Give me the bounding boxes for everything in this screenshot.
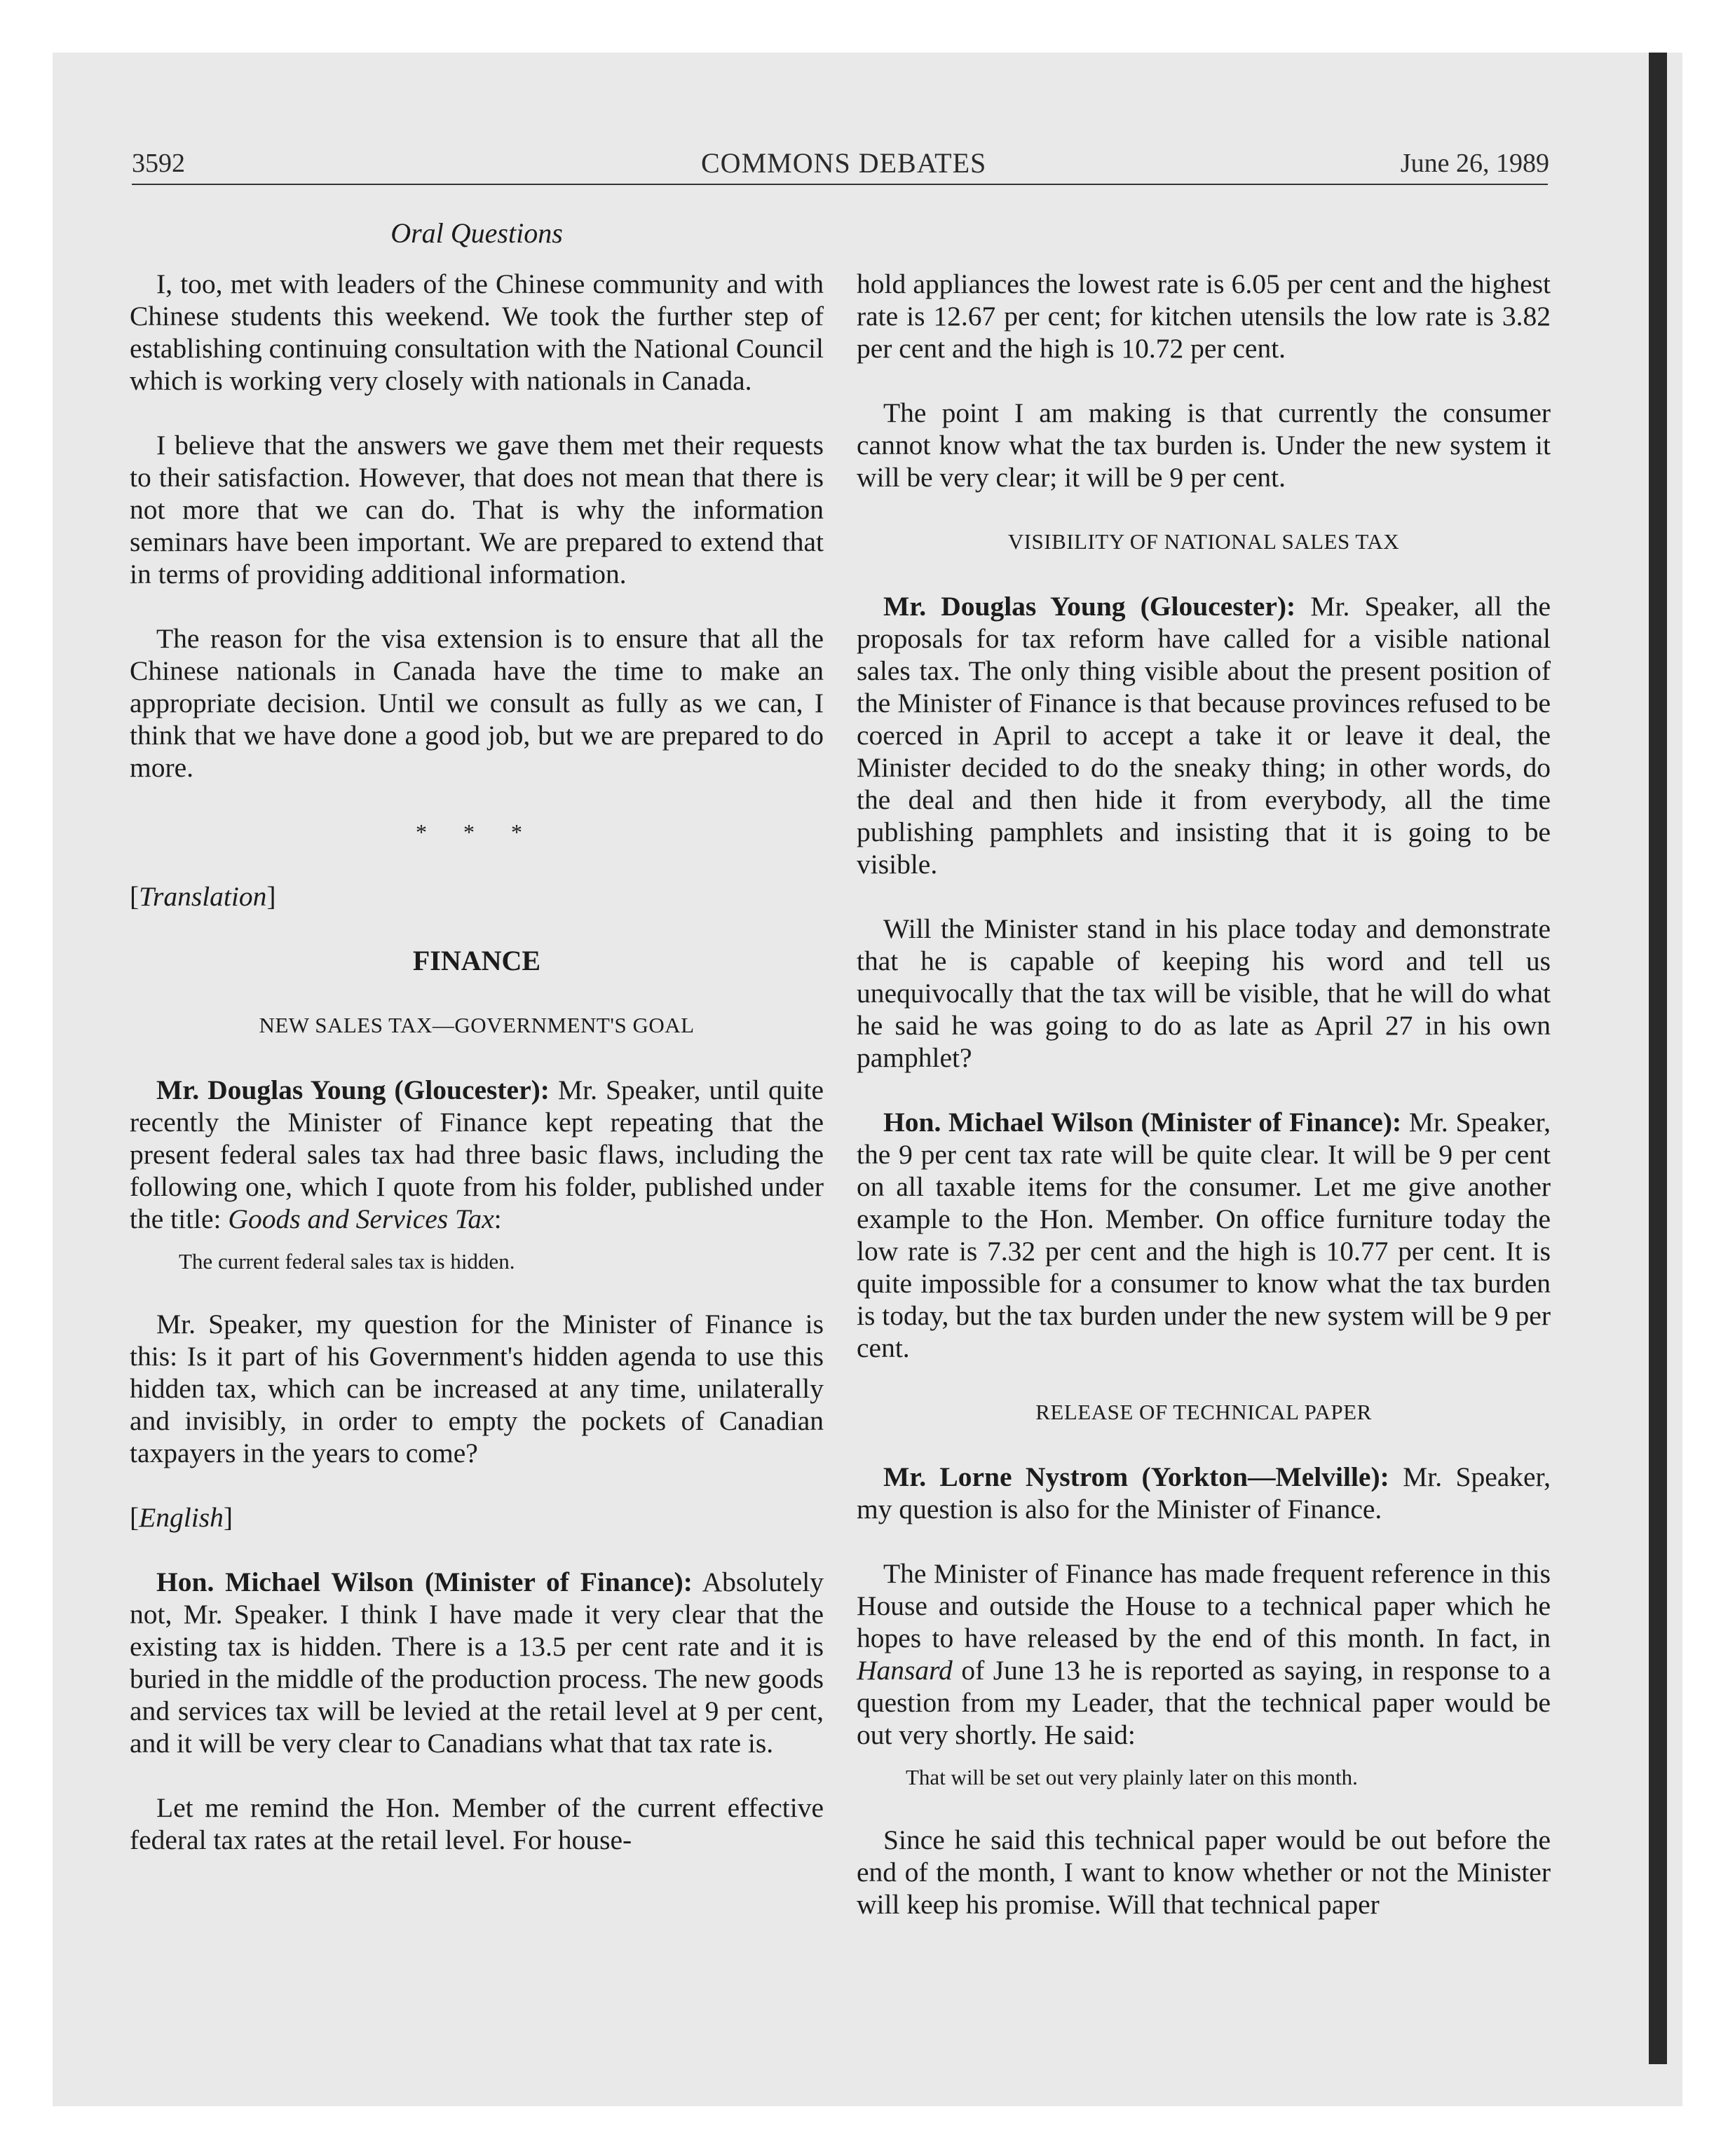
subheading: RELEASE OF TECHNICAL PAPER <box>1035 1400 1372 1424</box>
speech-text: of June 13 he is reported as saying, in response to a question from my Leader, that the technical paper would be out very shortly. He said: <box>857 1655 1551 1750</box>
speech-text: Absolutely not, Mr. Speaker. I think I have made it very clear that the existing tax is hidden. There is a 13.5 per cent rate and it is buried in the middle of the production process. The new goods and services tax will be levied at the retail level at 9 per cent, and it will be very clear to Canadians what that tax rate is. <box>130 1567 824 1759</box>
language-label: Translation <box>139 881 267 912</box>
scan-edge-bar <box>1649 53 1667 2064</box>
paragraph <box>857 1461 1551 1525</box>
running-head: Oral Questions <box>390 217 563 249</box>
publication-reference: Hansard <box>857 1655 953 1686</box>
speech-text: Mr. Speaker, until quite recently the Minister of Finance kept repeating that the present federal sales tax had three basic flaws, including the following one, which I quote from his folder, published under the title: <box>130 1074 824 1234</box>
speaker-name: Hon. Michael Wilson (Minister of Finance): <box>156 1567 693 1597</box>
paragraph: The point I am making is that currently the consumer cannot know what the tax burden is. Under the new system it will be very clear; it will be 9 per cent. <box>857 397 1551 493</box>
page-number: 3592 <box>132 149 185 178</box>
language-marker: [English] <box>130 1502 233 1533</box>
paragraph <box>857 1557 1551 1751</box>
paragraph: Let me remind the Hon. Member of the current effective federal tax rates at the retail level. For house- <box>130 1792 824 1855</box>
subheading: NEW SALES TAX—GOVERNMENT'S GOAL <box>259 1013 695 1037</box>
paragraph: I, too, met with leaders of the Chinese community and with Chinese students this weekend. We took the further step of establishing continuing consultation with the National Council which is working very closely with nationals in Canada. <box>130 268 824 396</box>
paragraph <box>857 590 1551 880</box>
speech-text: : <box>494 1203 502 1234</box>
paragraph: The reason for the visa extension is to ensure that all the Chinese nationals in Canada have the time to make an appropriate decision. Until we consult as fully as we can, I think that we have done a good job, but we are prepared to do more. <box>130 623 824 783</box>
paragraph: hold appliances the lowest rate is 6.05 per cent and the highest rate is 12.67 per cent; for kitchen utensils the low rate is 3.82 per cent and the high is 10.72 per cent. <box>857 268 1551 364</box>
paragraph <box>857 1106 1551 1364</box>
issue-date: June 26, 1989 <box>1400 149 1549 178</box>
speech-text: Mr. Speaker, my question is also for the Minister of Finance. <box>857 1461 1551 1524</box>
subheading: VISIBILITY OF NATIONAL SALES TAX <box>1007 529 1400 554</box>
publication-title: COMMONS DEBATES <box>701 147 987 179</box>
block-quote: That will be set out very plainly later on this month. <box>906 1765 1358 1789</box>
language-marker: [Translation] <box>130 881 276 912</box>
speaker-name: Mr. Lorne Nystrom (Yorkton—Melville): <box>883 1461 1389 1492</box>
paragraph: Will the Minister stand in his place today and demonstrate that he is capable of keeping his word and tell us unequivocally that the tax will be visible, that he will do what he said he was going to do as late as April 27 in his own pamphlet? <box>857 913 1551 1073</box>
section-heading: FINANCE <box>412 945 541 976</box>
paragraph: Since he said this technical paper would be out before the end of the month, I want to know whether or not the Minister will keep his promise. Will that technical paper <box>857 1824 1551 1920</box>
header-rule <box>132 184 1548 185</box>
section-separator: * * * <box>416 819 538 845</box>
speaker-name: Mr. Douglas Young (Gloucester): <box>156 1074 550 1105</box>
paragraph <box>130 1074 824 1235</box>
speech-text: The Minister of Finance has made frequent reference in this House and outside the House to a technical paper which he hopes to have released by the end of this month. In fact, in <box>857 1558 1551 1653</box>
speaker-name: Hon. Michael Wilson (Minister of Finance): <box>883 1107 1402 1138</box>
left-column <box>130 217 824 1888</box>
speech-text: Mr. Speaker, all the proposals for tax reform have called for a visible national sales tax. The only thing visible about the present position of the Minister of Finance is that because provinces refused to be coerced in April to accept a take it or leave it deal, the Minister decided to do the sneaky thing; in other words, do the deal and then hide it from everybody, all the time publishing pamphlets and insisting that it is going to be visible. <box>857 591 1551 880</box>
right-column <box>857 268 1551 1953</box>
paragraph: Mr. Speaker, my question for the Minister of Finance is this: Is it part of his Government's hidden agenda to use this hidden tax, which can be increased at any time, unilaterally and invisibly, in order to empty the pockets of Canadian taxpayers in the years to come? <box>130 1309 824 1468</box>
paragraph <box>130 1566 824 1759</box>
language-label: English <box>139 1502 224 1533</box>
document-title: Goods and Services Tax <box>228 1203 494 1234</box>
speaker-name: Mr. Douglas Young (Gloucester): <box>883 591 1296 622</box>
speech-text: Mr. Speaker, the 9 per cent tax rate will be quite clear. It will be 9 per cent on all taxable items for the consumer. Let me give another example to the Hon. Member. On office furniture today the low rate is 7.32 per cent and the high is 10.77 per cent. It is quite impossible for a consumer to know what the tax burden is today, but the tax burden under the new system will be 9 per cent. <box>857 1107 1551 1363</box>
paragraph: I believe that the answers we gave them met their requests to their satisfaction. However, that does not mean that there is not more that we can do. That is why the information seminars have been important. We are prepared to extend that in terms of providing additional information. <box>130 430 824 589</box>
block-quote: The current federal sales tax is hidden. <box>179 1249 515 1274</box>
